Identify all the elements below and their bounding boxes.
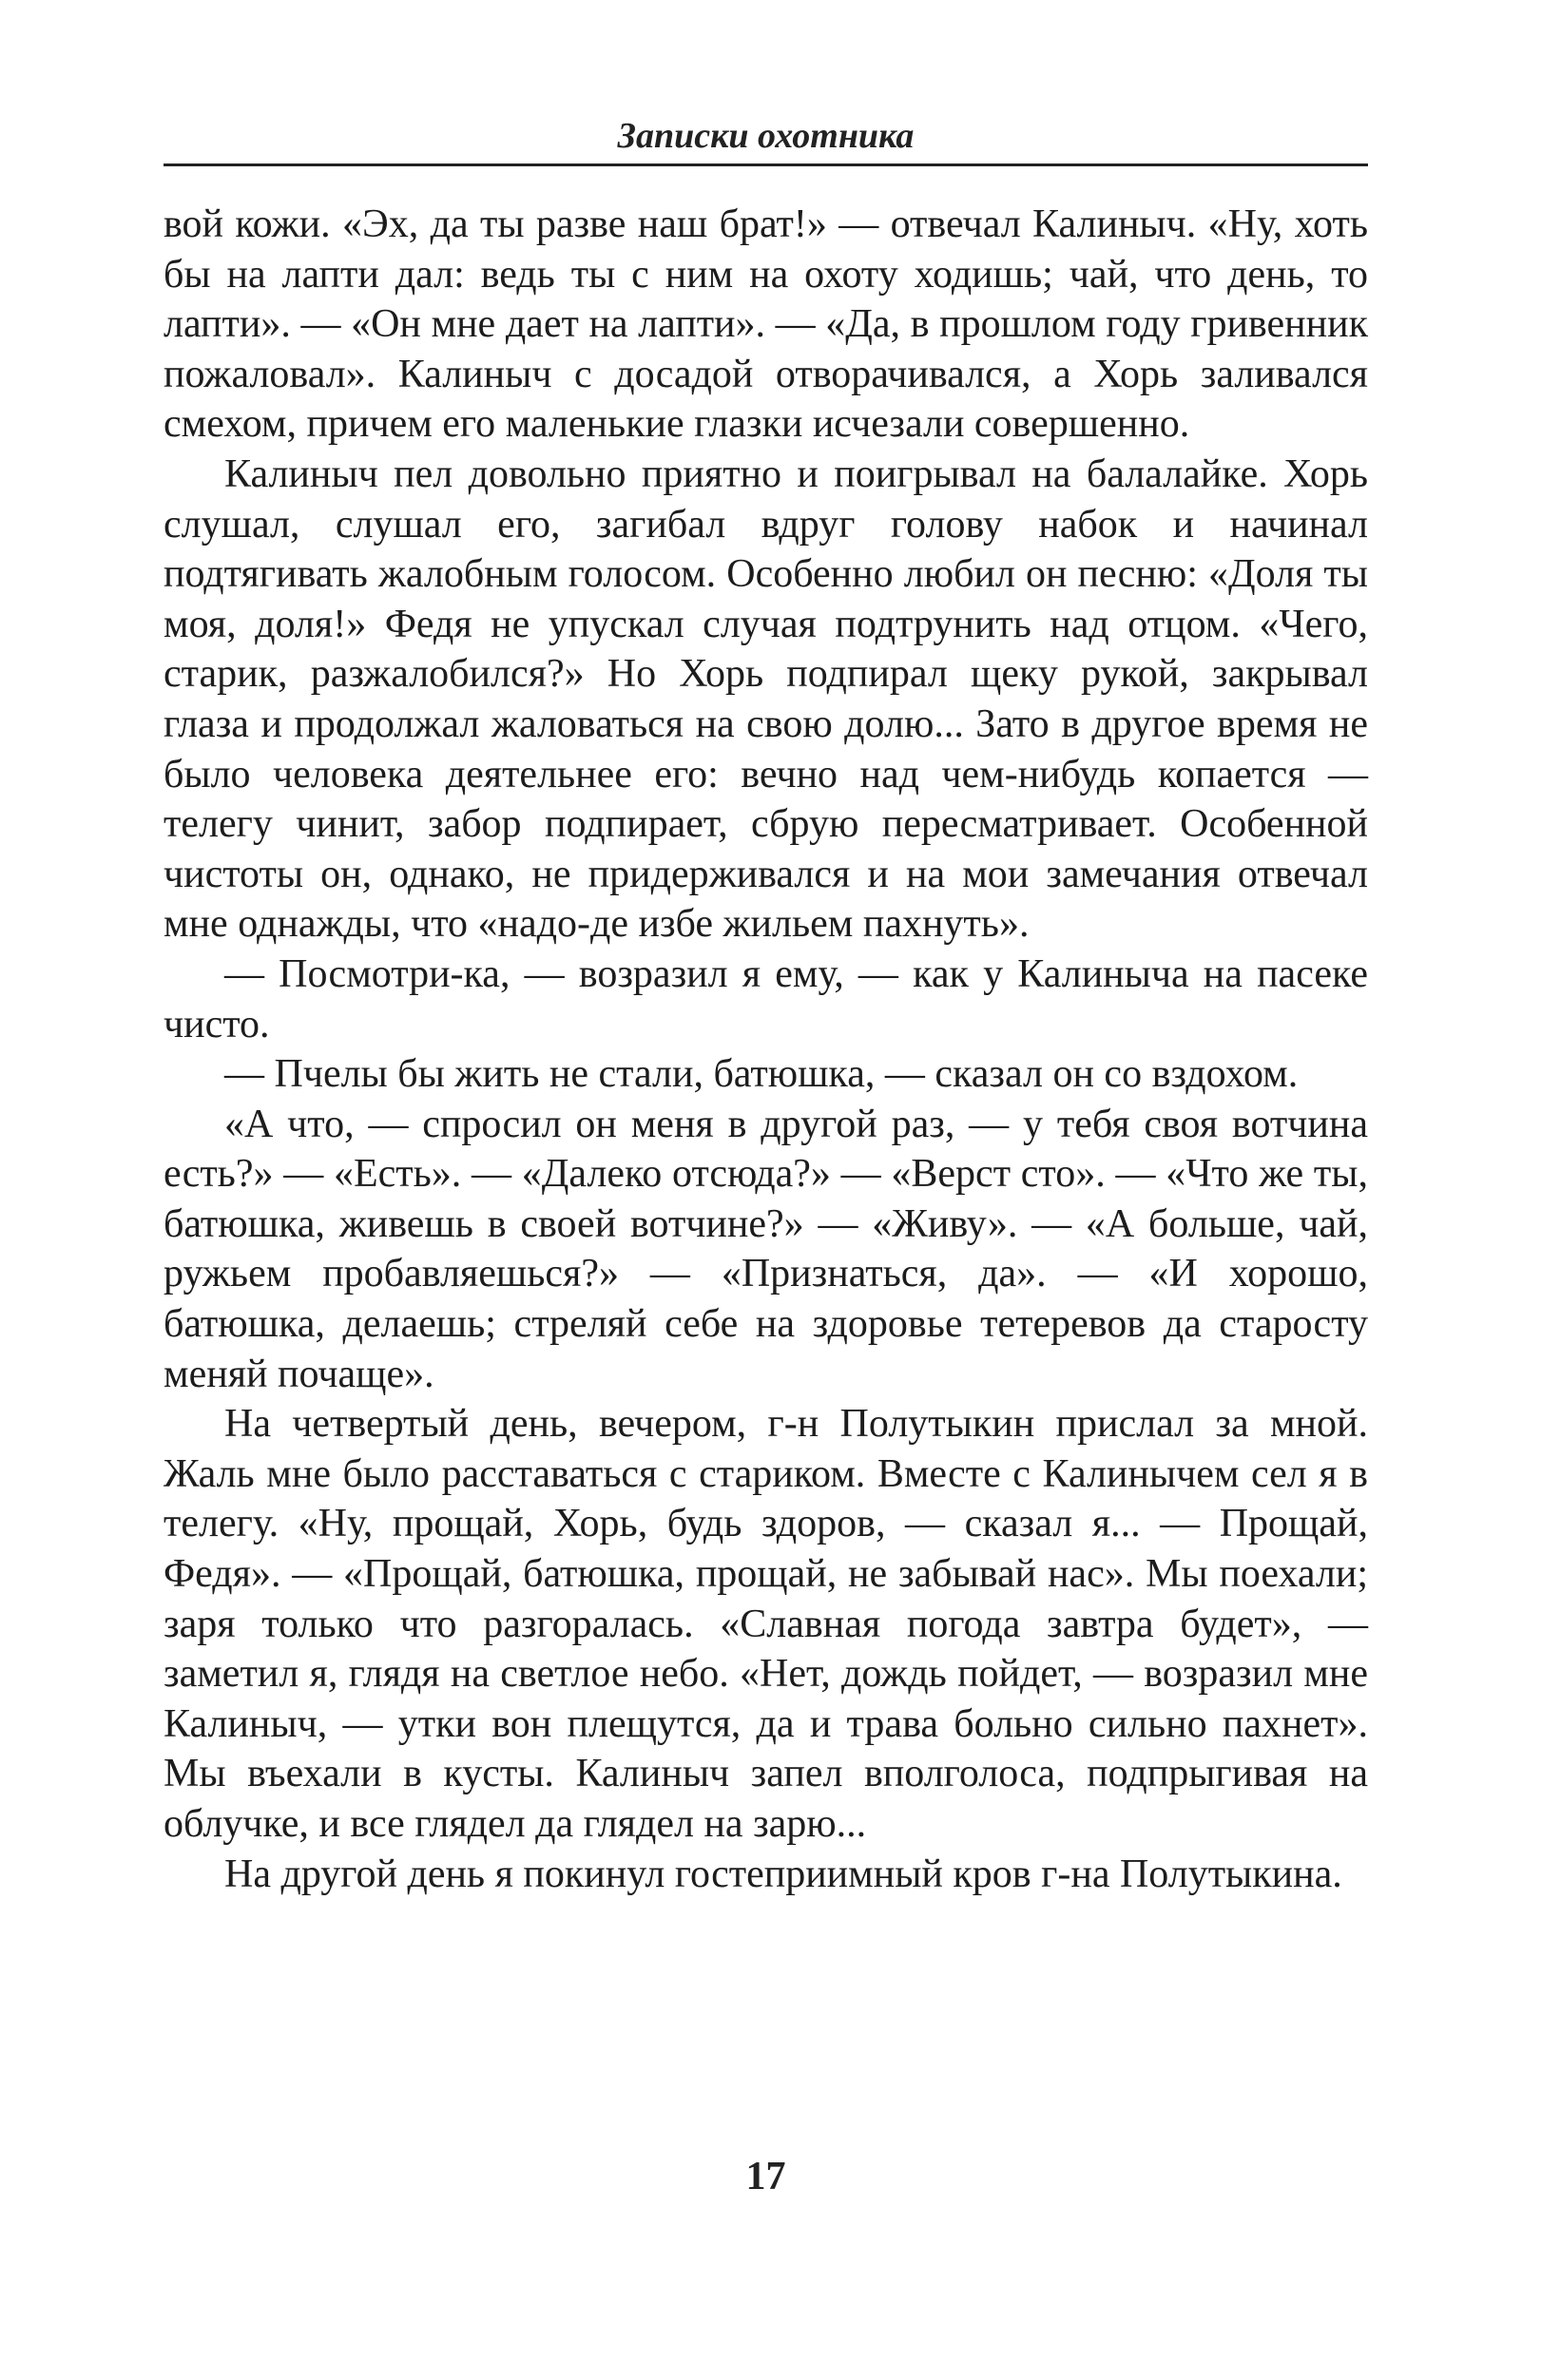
running-head-title: Записки охотника (617, 116, 915, 156)
paragraph-6: На четвертый день, вечером, г-н Полутыкин прислал за мной. Жаль мне было расставаться с стариком. Вместе с Калинычем сел я в телегу. «Ну, прощай, Хорь, будь здоров, — сказал я... — Прощай, Федя». — «Прощай, батюшка, прощай, не забывай нас». Мы поехали; заря только что разгоралась. «Славная погода завтра будет», — заметил я, глядя на светлое небо. «Нет, дождь пойдет, — возразил мне Калиныч, — утки вон плещутся, да и трава больно сильно пахнет». Мы въехали в кусты. Калиныч запел вполголоса, подпрыгивая на облучке, и все глядел да глядел на зарю... (164, 1402, 1368, 1846)
paragraph-2: Калиныч пел довольно приятно и поигрывал на балалайке. Хорь слушал, слушал его, загибал вдруг голову набок и начинал подтягивать жалобным голосом. Особенно любил он песню: «Доля ты моя, доля!» Федя не упускал случая подтрунить над отцом. «Чего, старик, разжалобился?» Но Хорь подпирал щеку рукой, закрывал глаза и продолжал жаловаться на свою долю... Зато в другое время не было человека деятельнее его: вечно над чем-нибудь копается — телегу чинит, забор подпирает, сбрую пересматривает. Особенной чистоты он, однако, не придерживался и на мои замечания отвечал мне однажды, что «надо-де избе жильем пахнуть». (164, 451, 1368, 947)
paragraph-1: вой кожи. «Эх, да ты разве наш брат!» — отвечал Калиныч. «Ну, хоть бы на лапти дал: ведь ты с ним на охоту ходишь; чай, что день, то лапти». — «Он мне дает на лапти». — «Да, в прошлом году гривенник пожаловал». Калиныч с досадой отворачивался, а Хорь заливался смехом, причем его маленькие глазки исчезали совершенно. (164, 202, 1368, 447)
paragraph-7: На другой день я покинул гостеприимный кров г-на Полутыкина. (224, 1852, 1342, 1896)
paragraph-5: «А что, — спросил он меня в другой раз, — у тебя своя вотчина есть?» — «Есть». — «Далеко отсюда?» — «Верст сто». — «Что же ты, батюшка, живешь в своей вотчине?» — «Живу». — «А больше, чай, ружьем пробавляешься?» — «Признаться, да». — «И хорошо, батюшка, делаешь; стреляй себе на здоровье тетеревов да старосту меняй почаще». (164, 1102, 1368, 1396)
page-number: 17 (745, 2155, 786, 2198)
page-body (164, 200, 1368, 1899)
paragraph-4: — Пчелы бы жить не стали, батюшка, — сказал он со вздохом. (224, 1052, 1299, 1097)
header-rule (164, 163, 1368, 166)
paragraph-3: — Посмотри-ка, — возразил я ему, — как у Калиныча на пасеке чисто. (164, 951, 1368, 1046)
